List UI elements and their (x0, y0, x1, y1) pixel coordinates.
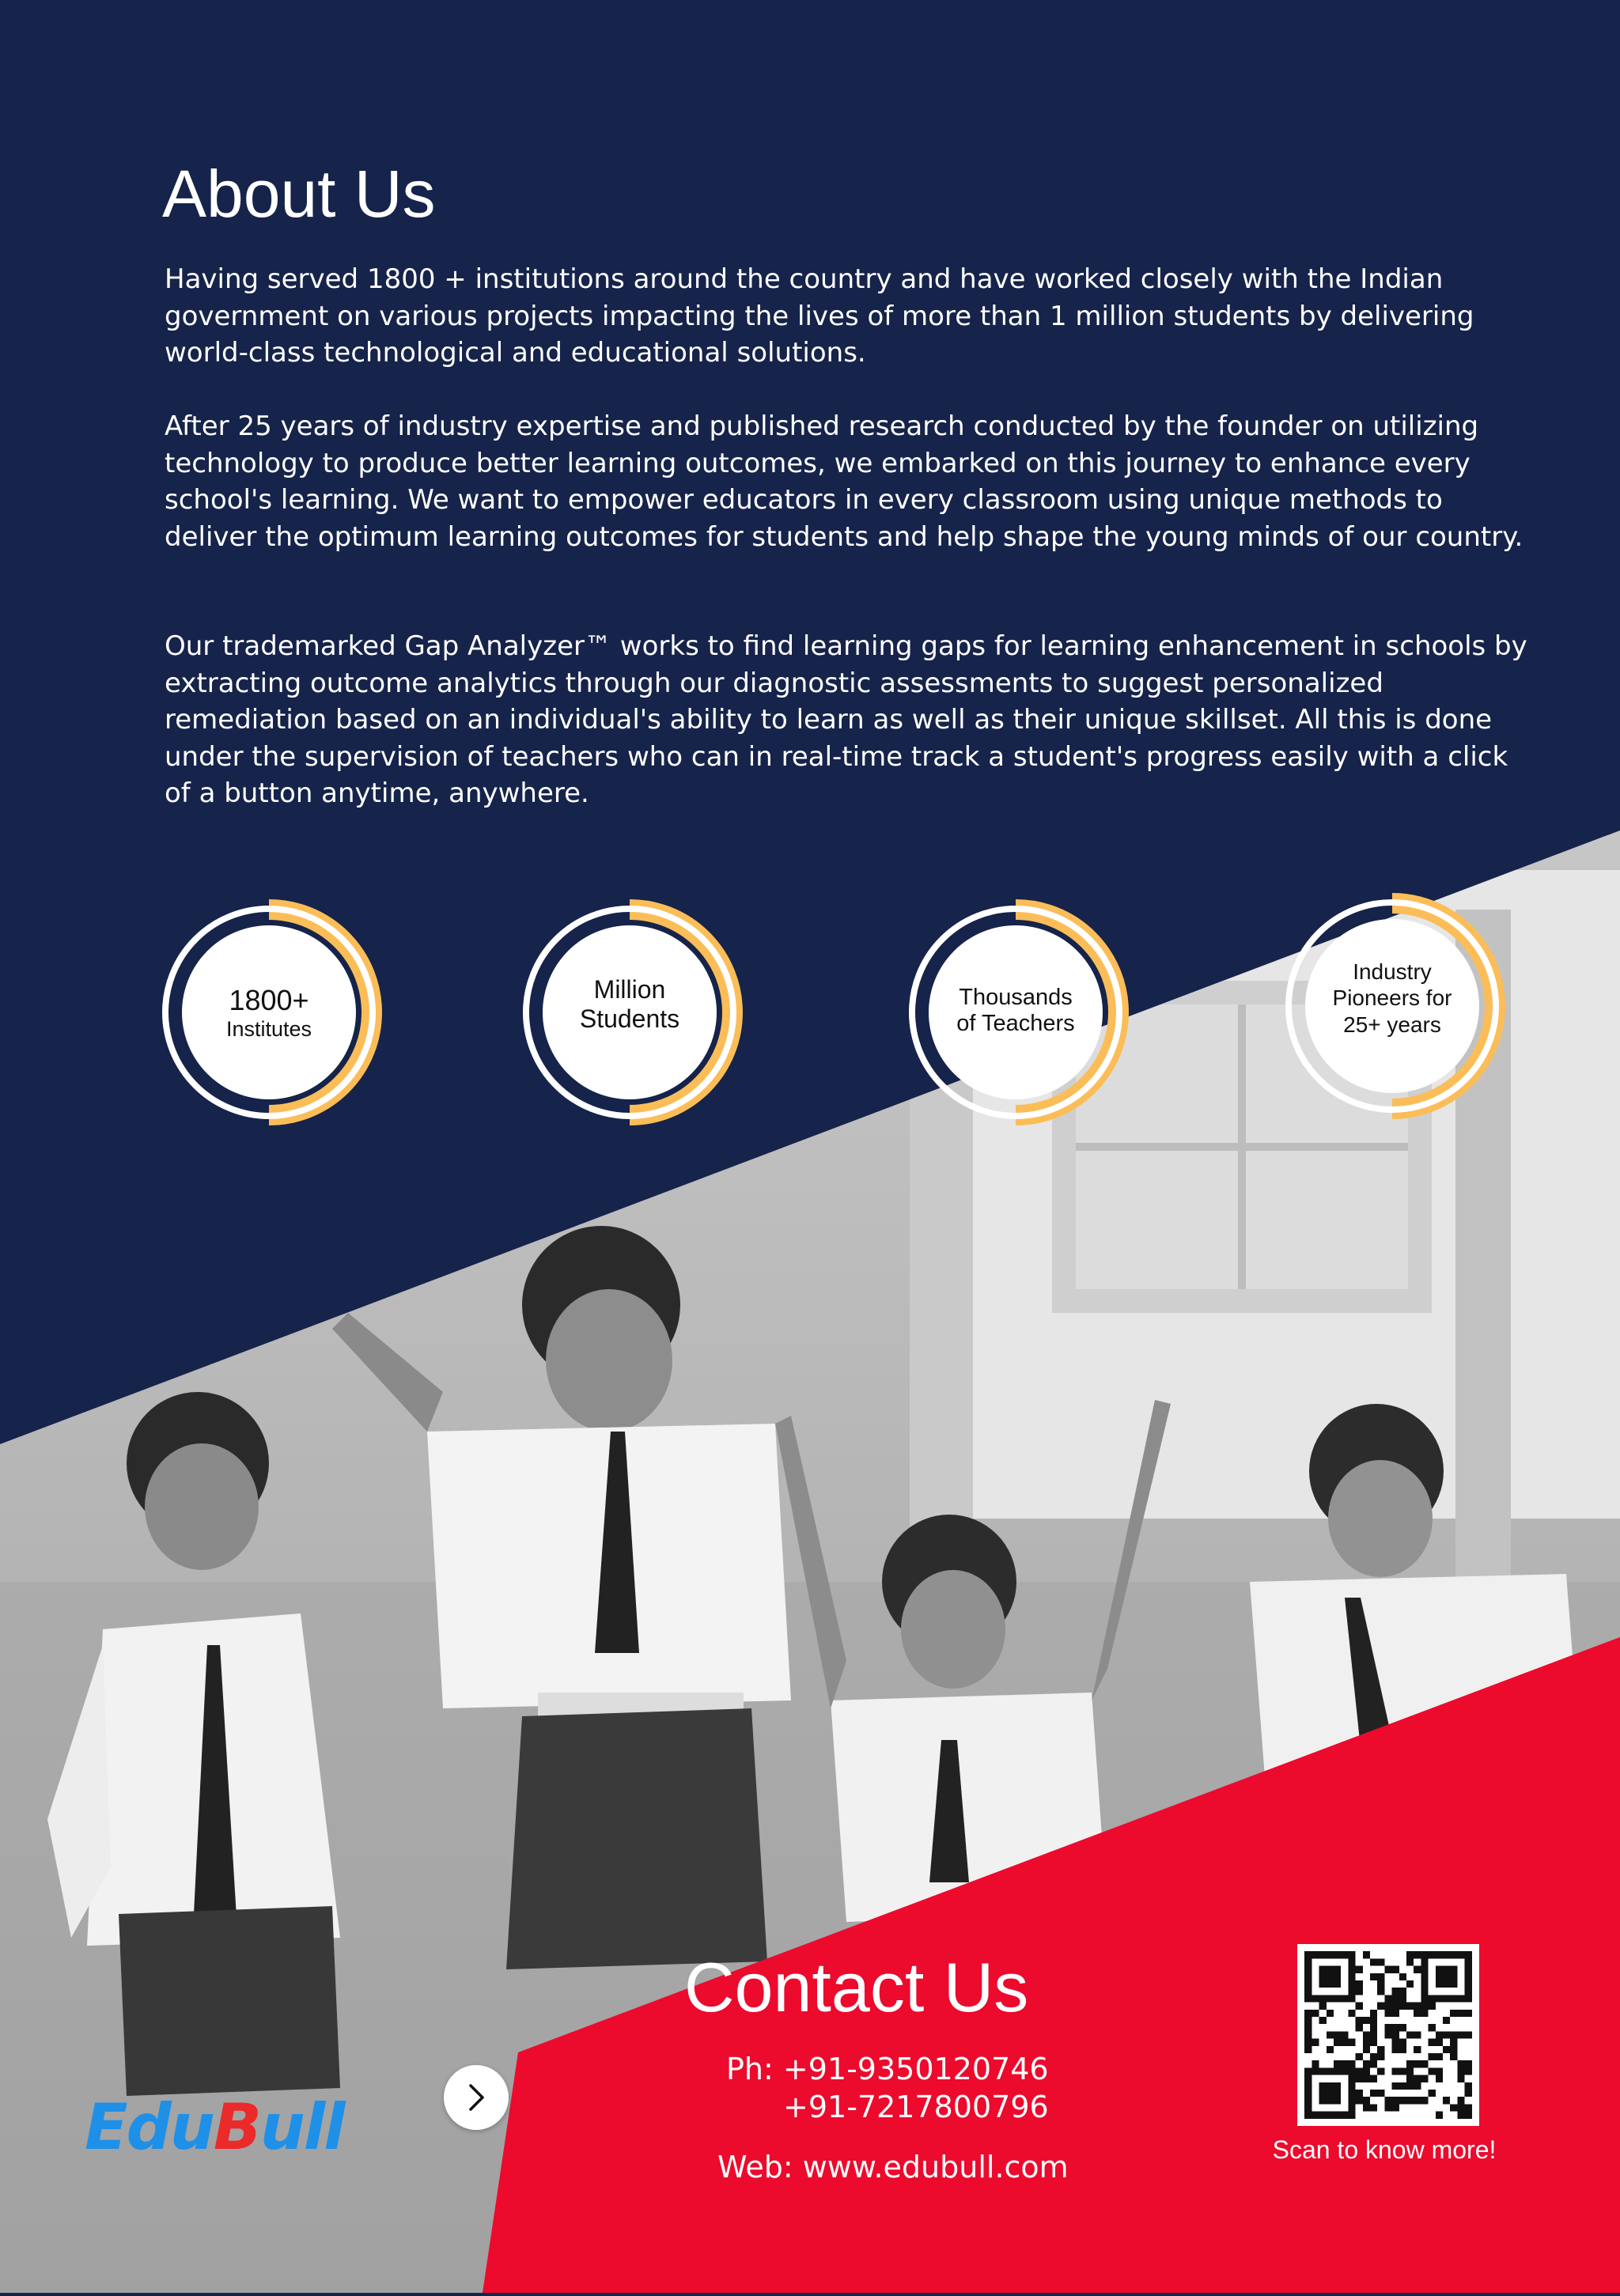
stat-pioneers (1279, 887, 1516, 1125)
about-paragraph-1: Having served 1800 + institutions around the country and have worked closely with the Indian government on various projects impacting the lives of more than 1 million students by delivering world-class technological and educational solutions. (165, 263, 1474, 369)
stat-students (517, 894, 754, 1131)
stat-label: Institutes (225, 1016, 312, 1041)
contact-website: Web: www.edubull.com (717, 2150, 1069, 2184)
about-paragraph-3: Our trademarked Gap Analyzer™ works to find learning gaps for learning enhancement in schools by extracting outcome analytics through our diagnostic assessments to suggest personalized remediation based on an individual's ability to learn as well as their unique skillset. All this is done under the supervision of teachers who can in real-time track a student's progress easily with a click of a button anytime, anywhere. (165, 630, 1527, 809)
stat-value: 1800+ (229, 983, 309, 1016)
stat-institutes (156, 894, 393, 1131)
qr-code[interactable] (1297, 1944, 1479, 2126)
stat-teachers (903, 894, 1140, 1131)
next-button[interactable] (444, 2065, 509, 2130)
stat-value: Million (593, 975, 666, 1004)
about-paragraph-2: After 25 years of industry expertise and published research conducted by the founder on utilizing technology to produce better learning outcomes, we embarked on this journey to enhance every school's learning. We want to empower educators in every classroom using unique methods to deliver the optimum learning outcomes for students and help shape the young minds of our country. (165, 410, 1523, 553)
stat-label: Pioneers for (1332, 985, 1452, 1011)
contact-title: Contact Us (684, 1948, 1029, 2026)
contact-phone-2: +91-7217800796 (783, 2090, 1049, 2124)
about-title: About Us (162, 157, 436, 231)
stat-label: of Teachers (956, 1011, 1075, 1036)
stat-label: 25+ years (1343, 1012, 1441, 1037)
qr-caption: Scan to know more! (1272, 2135, 1497, 2164)
edubull-logo: EduBull (85, 2090, 344, 2164)
contact-phone-1: Ph: +91-9350120746 (726, 2052, 1049, 2086)
stat-label: Industry (1353, 959, 1432, 984)
qr-code-icon (1297, 1944, 1479, 2126)
stat-label: Students (579, 1004, 680, 1033)
chevron-right-icon (444, 2065, 509, 2130)
stat-value: Thousands (959, 985, 1073, 1010)
